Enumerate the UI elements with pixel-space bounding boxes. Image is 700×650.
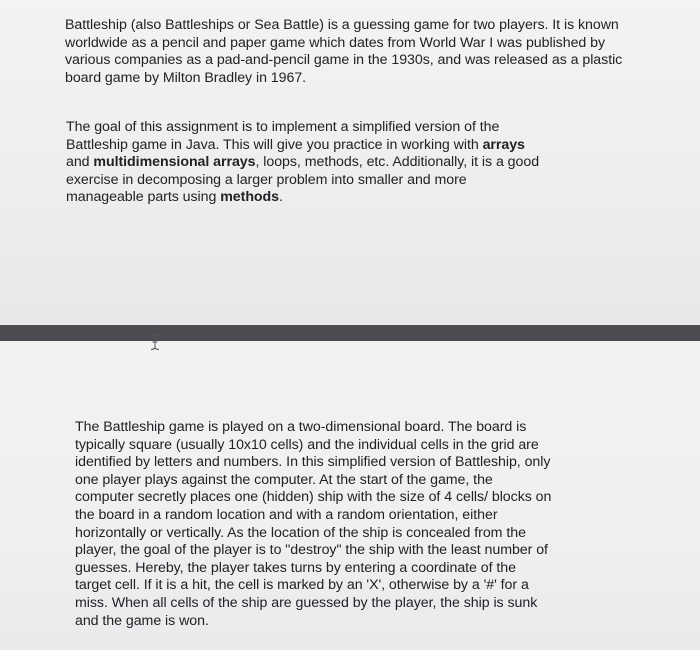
text-line: computer secretly places one (hidden) ship with the size of 4 cells/ blocks on: [75, 489, 552, 506]
text-line: target cell. If it is a hit, the cell is marked by an 'X', otherwise by a '#' for a: [75, 577, 529, 594]
text-line: Battleship (also Battleships or Sea Battle) is a guessing game for two players. It is known: [65, 17, 619, 33]
text-line: The goal of this assignment is to implement a simplified version of the: [66, 119, 500, 135]
page-divider: [0, 325, 700, 341]
text-line: guesses. Hereby, the player takes turns by entering a coordinate of the: [75, 559, 516, 576]
text-line: board game by Milton Bradley in 1967.: [65, 69, 307, 86]
intro-paragraph: [65, 17, 645, 87]
text-line: player, the goal of the player is to "destroy" the ship with the least number of: [75, 542, 548, 559]
bold-term-arrays: arrays: [482, 136, 525, 153]
text-line: horizontally or vertically. As the location of the ship is concealed from the: [75, 524, 526, 541]
text-segment: .: [279, 189, 283, 206]
bold-term-methods: methods: [220, 189, 280, 206]
rules-paragraph: [75, 419, 565, 630]
text-segment: and: [66, 154, 94, 171]
text-line: one player plays against the computer. At the start of the game, the: [75, 471, 493, 488]
text-segment: , loops, methods, etc. Additionally, it is a good: [255, 154, 540, 171]
text-line: and the game is won.: [75, 612, 209, 629]
text-segment: manageable parts using: [66, 189, 221, 206]
text-line: worldwide as a pencil and paper game which dates from World War I was published by: [65, 34, 606, 51]
text-line: The Battleship game is played on a two-dimensional board. The board is: [75, 419, 527, 435]
text-line: identified by letters and numbers. In this simplified version of Battleship, only: [75, 454, 551, 471]
text-line: exercise in decomposing a larger problem into smaller and more: [66, 171, 467, 188]
goal-paragraph: [66, 119, 566, 207]
text-line: various companies as a pad-and-pencil game in the 1930s, and was released as a plastic: [65, 52, 623, 69]
bold-term-multidimensional-arrays: multidimensional arrays: [93, 154, 256, 171]
text-segment: Battleship game in Java. This will give you practice in working with: [66, 136, 483, 153]
text-line: miss. When all cells of the ship are guessed by the player, the ship is sunk: [75, 594, 538, 611]
text-line: typically square (usually 10x10 cells) and the individual cells in the grid are: [75, 436, 539, 453]
text-line: the board in a random location and with a random orientation, either: [75, 506, 498, 523]
text-cursor-icon: [149, 333, 161, 351]
